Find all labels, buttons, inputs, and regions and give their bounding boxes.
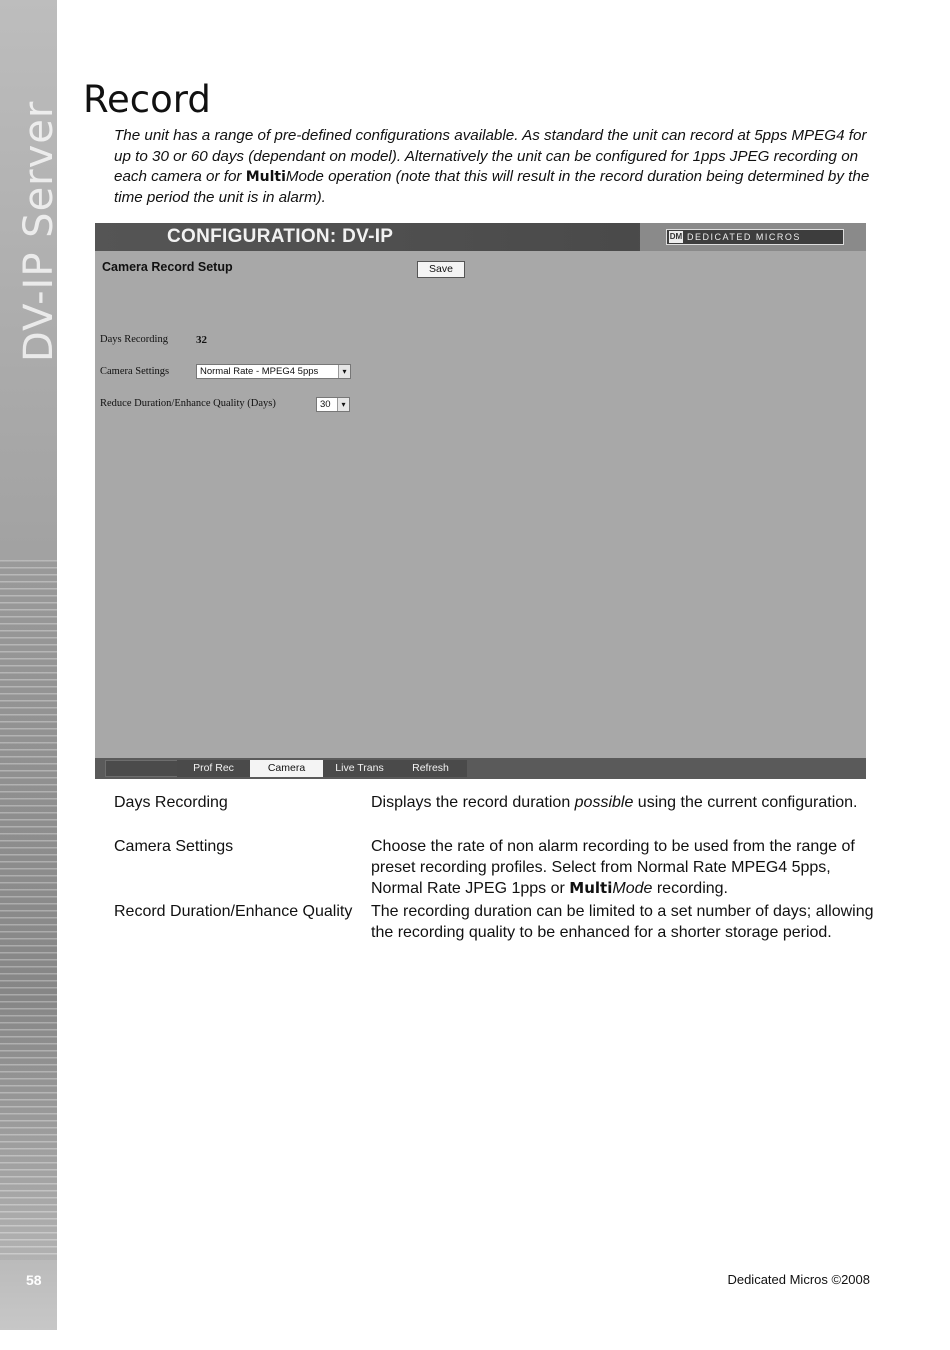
camera-settings-select[interactable] bbox=[196, 364, 351, 379]
screenshot-tab-bar bbox=[95, 758, 866, 779]
screenshot-title-bar bbox=[95, 223, 866, 251]
tab-camera[interactable]: Camera bbox=[250, 760, 323, 777]
definition-description bbox=[371, 902, 874, 943]
tab-live-trans[interactable]: Live Trans bbox=[323, 760, 396, 777]
chevron-down-icon[interactable]: ▾ bbox=[337, 398, 349, 411]
intro-text-part2: Mode operation (note that this will result in the record duration being determined by the time period the unit is in alarm). bbox=[114, 168, 870, 206]
description-text: using the current configuration. bbox=[633, 794, 858, 811]
logo-text: DEDICATED MICROS bbox=[687, 232, 801, 242]
page-heading: Record bbox=[83, 78, 211, 121]
side-product-title: DV-IP Server bbox=[16, 100, 62, 362]
definition-description bbox=[371, 793, 874, 814]
logo-area bbox=[640, 223, 866, 251]
tab-refresh[interactable]: Refresh bbox=[394, 760, 467, 777]
definition-term: Camera Settings bbox=[114, 838, 234, 855]
page-number: 58 bbox=[26, 1272, 42, 1288]
save-button[interactable]: Save bbox=[417, 261, 465, 278]
reduce-duration-value: 30 bbox=[320, 399, 331, 410]
definition-description bbox=[371, 837, 874, 900]
intro-brand: Multi bbox=[245, 169, 286, 185]
tab-prof-rec[interactable]: Prof Rec bbox=[177, 760, 250, 777]
intro-paragraph bbox=[114, 126, 879, 208]
section-title: Camera Record Setup bbox=[102, 260, 233, 274]
description-emphasis: Mode bbox=[612, 880, 653, 897]
side-decoration-strip bbox=[0, 0, 62, 1330]
reduce-duration-label: Reduce Duration/Enhance Quality (Days) bbox=[100, 398, 276, 409]
days-recording-label: Days Recording bbox=[100, 334, 168, 345]
description-text: Displays the record duration bbox=[371, 794, 575, 811]
footer-credit: Dedicated Micros ©2008 bbox=[727, 1272, 870, 1287]
reduce-duration-select[interactable] bbox=[316, 397, 350, 412]
screenshot-title: CONFIGURATION: DV-IP bbox=[167, 226, 394, 247]
chevron-down-icon[interactable]: ▾ bbox=[338, 365, 350, 378]
dm-logo-icon: DM bbox=[669, 232, 683, 241]
description-emphasis: possible bbox=[574, 794, 634, 811]
dedicated-micros-logo bbox=[666, 229, 844, 245]
description-brand: Multi bbox=[569, 879, 613, 897]
definition-term: Record Duration/Enhance Quality bbox=[114, 903, 353, 920]
side-decoration-lines bbox=[0, 560, 57, 1260]
description-text: recording. bbox=[652, 880, 728, 897]
tab-bar-blank-slot bbox=[105, 760, 180, 777]
days-recording-value: 32 bbox=[196, 334, 207, 346]
camera-settings-value: Normal Rate - MPEG4 5pps bbox=[200, 366, 319, 377]
description-text: Choose the rate of non alarm recording to be used from the range of preset recording profiles. Select from Normal Rate MPEG4 5pps, Normal Rate JPEG 1pps or bbox=[371, 838, 855, 897]
configuration-screenshot bbox=[95, 223, 866, 779]
camera-settings-label: Camera Settings bbox=[100, 366, 170, 377]
intro-text-part1: The unit has a range of pre-defined configurations available. As standard the unit can record at 5pps MPEG4 for up to 30 or 60 days (dependant on model). Alternatively the unit can be configured for 1pps JPEG recording on each camera or for bbox=[114, 127, 867, 185]
definition-term: Days Recording bbox=[114, 794, 228, 811]
description-text: The recording duration can be limited to a set number of days; allowing the recording quality to be enhanced for a shorter storage period. bbox=[371, 903, 874, 941]
